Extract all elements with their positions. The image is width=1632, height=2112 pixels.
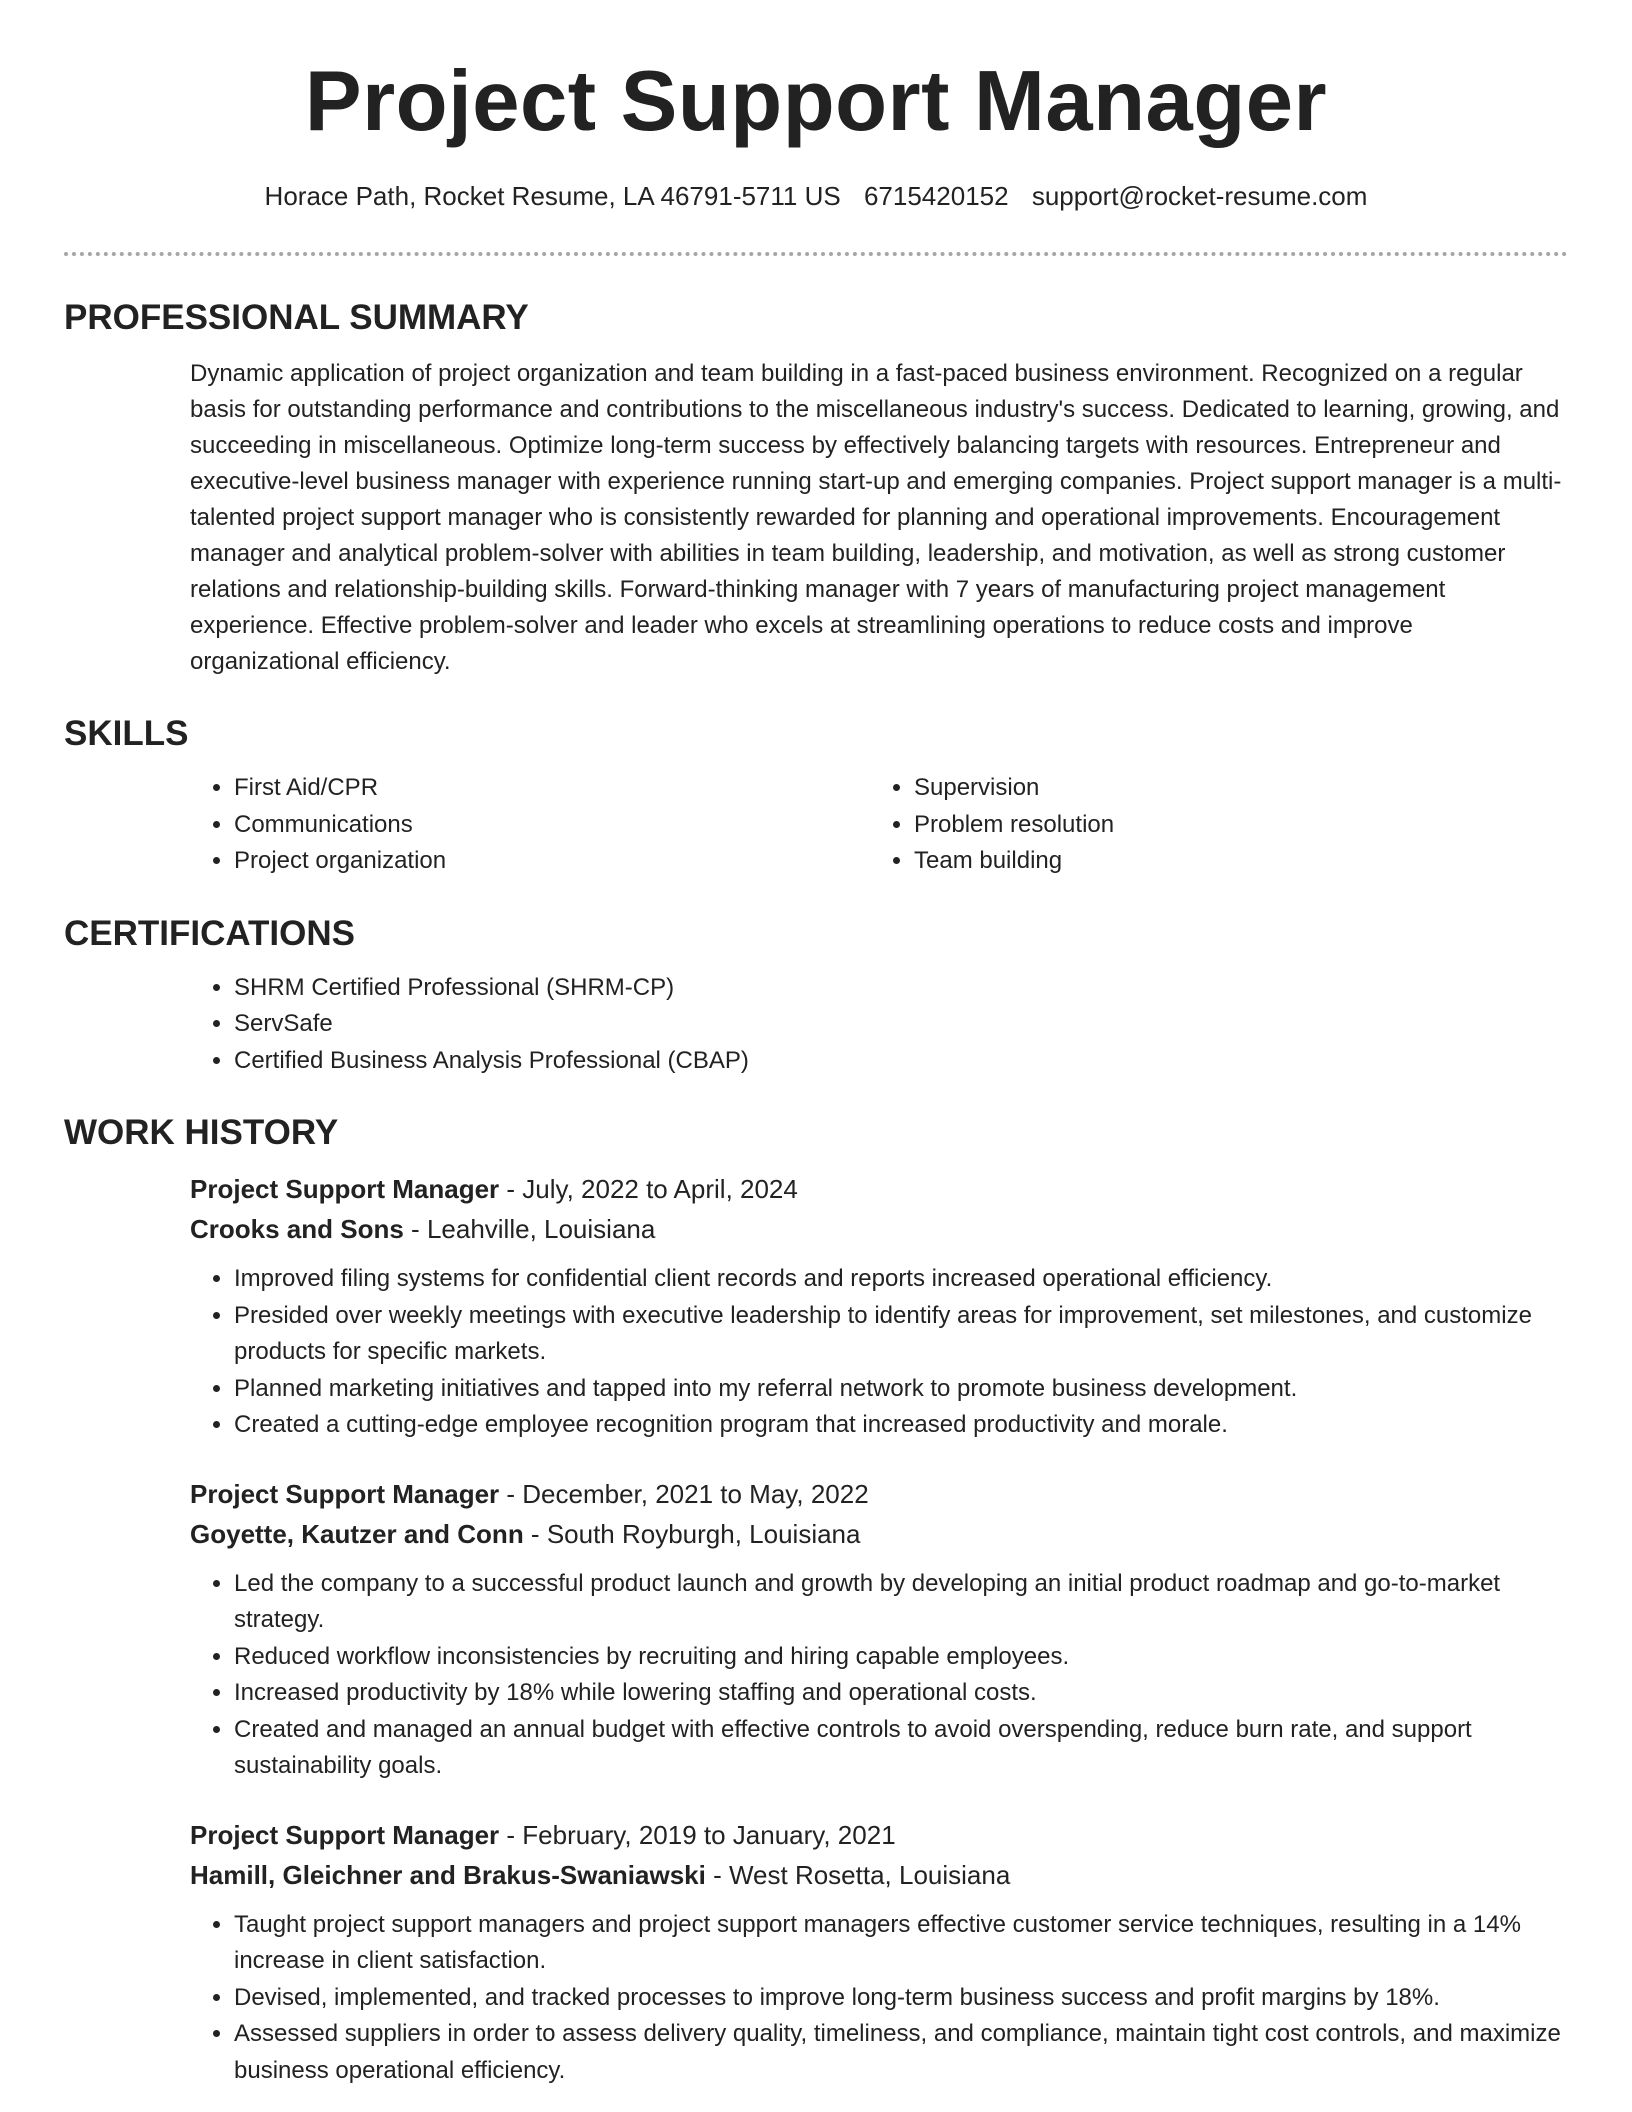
- summary-text: Dynamic application of project organization and team building in a fast-paced business environment. Recognized on a regular basis for outstanding performance and contributions to the miscellaneous industry's success. Dedicated to learning, growing, and succeeding in miscellaneous. Optimize long-term success by effectively balancing targets with resources. Entrepreneur and executive-level business manager with experience running start-up and emerging companies. Project support manager is a multi-talented project support manager who is consistently rewarded for planning and operational improvements. Encouragement manager and analytical problem-solver with abilities in team building, leadership, and motivation, as well as strong customer relations and relationship-building skills. Forward-thinking manager with 7 years of manufacturing project management experience. Effective problem-solver and leader who excels at streamlining operations to reduce costs and improve organizational efficiency.: [190, 360, 1562, 675]
- skill-item: • Problem resolution: [914, 807, 1550, 844]
- job-entry: [190, 1474, 1568, 1785]
- job-entry: [190, 1169, 1568, 1444]
- job-company-line: Crooks and Sons - Leahville, Louisiana: [190, 1214, 656, 1244]
- job-title-line: Project Support Manager - February, 2019 to January, 2021: [190, 1819, 896, 1850]
- job-bullet: • Presided over weekly meetings with executive leadership to identify areas for improvement, set milestones, and customize products for specific markets.: [234, 1298, 1568, 1371]
- job-dates: February, 2019 to January, 2021: [522, 1819, 896, 1850]
- job-bullet: • Devised, implemented, and tracked processes to improve long-term business success and profit margins by 18%.: [234, 1980, 1568, 2017]
- skill-item: • Team building: [914, 843, 1550, 880]
- certification-list: [190, 970, 1568, 1080]
- contact-address: Horace Path, Rocket Resume, LA 46791-5711 US: [264, 181, 841, 211]
- skill-item: • Supervision: [914, 770, 1550, 807]
- section-title-summary: PROFESSIONAL SUMMARY: [64, 298, 529, 337]
- job-role: Project Support Manager: [190, 1478, 500, 1509]
- job-company-line: Goyette, Kautzer and Conn - South Royburgh, Louisiana: [190, 1518, 861, 1549]
- job-bullet: • Planned marketing initiatives and tapped into my referral network to promote business development.: [234, 1371, 1568, 1408]
- header-divider: [64, 252, 1568, 256]
- job-location: Leahville, Louisiana: [426, 1214, 656, 1244]
- job-entry: [190, 1815, 1568, 2090]
- job-role: Project Support Manager: [190, 1174, 500, 1204]
- job-company-line: Hamill, Gleichner and Brakus-Swaniawski - West Rosetta, Louisiana: [190, 1859, 1011, 1890]
- certification-item: • ServSafe: [234, 1006, 1568, 1043]
- job-bullet: • Created and managed an annual budget with effective controls to avoid overspending, reduce burn rate, and support sustainability goals.: [234, 1712, 1568, 1785]
- job-dates: July, 2022 to April, 2024: [522, 1174, 798, 1204]
- section-title-certifications: CERTIFICATIONS: [64, 913, 356, 953]
- skill-item: • Project organization: [234, 843, 870, 880]
- section-title-skills: SKILLS: [64, 714, 189, 753]
- job-bullet: • Led the company to a successful product launch and growth by developing an initial product roadmap and go-to-market strategy.: [234, 1566, 1568, 1639]
- professional-summary-section: [64, 296, 1568, 680]
- job-location: West Rosetta, Louisiana: [728, 1859, 1011, 1890]
- job-dates: December, 2021 to May, 2022: [522, 1478, 869, 1509]
- job-role: Project Support Manager: [190, 1819, 500, 1850]
- work-history-section: [64, 1111, 1568, 2089]
- certification-item: • SHRM Certified Professional (SHRM-CP): [234, 970, 1568, 1007]
- job-bullet: • Assessed suppliers in order to assess delivery quality, timeliness, and compliance, maintain tight cost controls, and maximize business operational efficiency.: [234, 2016, 1568, 2089]
- job-location: South Royburgh, Louisiana: [546, 1518, 861, 1549]
- contact-email: support@rocket-resume.com: [1031, 181, 1368, 211]
- skills-section: [64, 712, 1568, 880]
- resume-name: Project Support Manager: [304, 54, 1328, 149]
- job-title-line: Project Support Manager - December, 2021 to May, 2022: [190, 1478, 869, 1509]
- section-title-work-history: WORK HISTORY: [64, 1113, 339, 1152]
- skill-item: • First Aid/CPR: [234, 770, 870, 807]
- job-bullet: • Created a cutting-edge employee recognition program that increased productivity and morale.: [234, 1407, 1568, 1444]
- job-bullet: • Increased productivity by 18% while lowering staffing and operational costs.: [234, 1675, 1568, 1712]
- job-company: Crooks and Sons: [190, 1214, 404, 1244]
- job-bullet: • Improved filing systems for confidential client records and reports increased operational efficiency.: [234, 1261, 1568, 1298]
- skills-grid: [190, 770, 1568, 880]
- certification-item: • Certified Business Analysis Professional (CBAP): [234, 1043, 1568, 1080]
- job-company: Goyette, Kautzer and Conn: [190, 1518, 524, 1549]
- skills-column-left: [190, 770, 870, 880]
- job-bullet: • Reduced workflow inconsistencies by recruiting and hiring capable employees.: [234, 1639, 1568, 1676]
- skill-item: • Communications: [234, 807, 870, 844]
- certifications-section: [64, 912, 1568, 1080]
- job-company: Hamill, Gleichner and Brakus-Swaniawski: [190, 1859, 706, 1890]
- contact-line: [64, 178, 1568, 214]
- job-bullet: • Taught project support managers and project support managers effective customer service techniques, resulting in a 14% increase in client satisfaction.: [234, 1907, 1568, 1980]
- skills-column-right: [870, 770, 1550, 880]
- job-title-line: Project Support Manager - July, 2022 to April, 2024: [190, 1174, 798, 1204]
- contact-phone: 6715420152: [863, 181, 1009, 211]
